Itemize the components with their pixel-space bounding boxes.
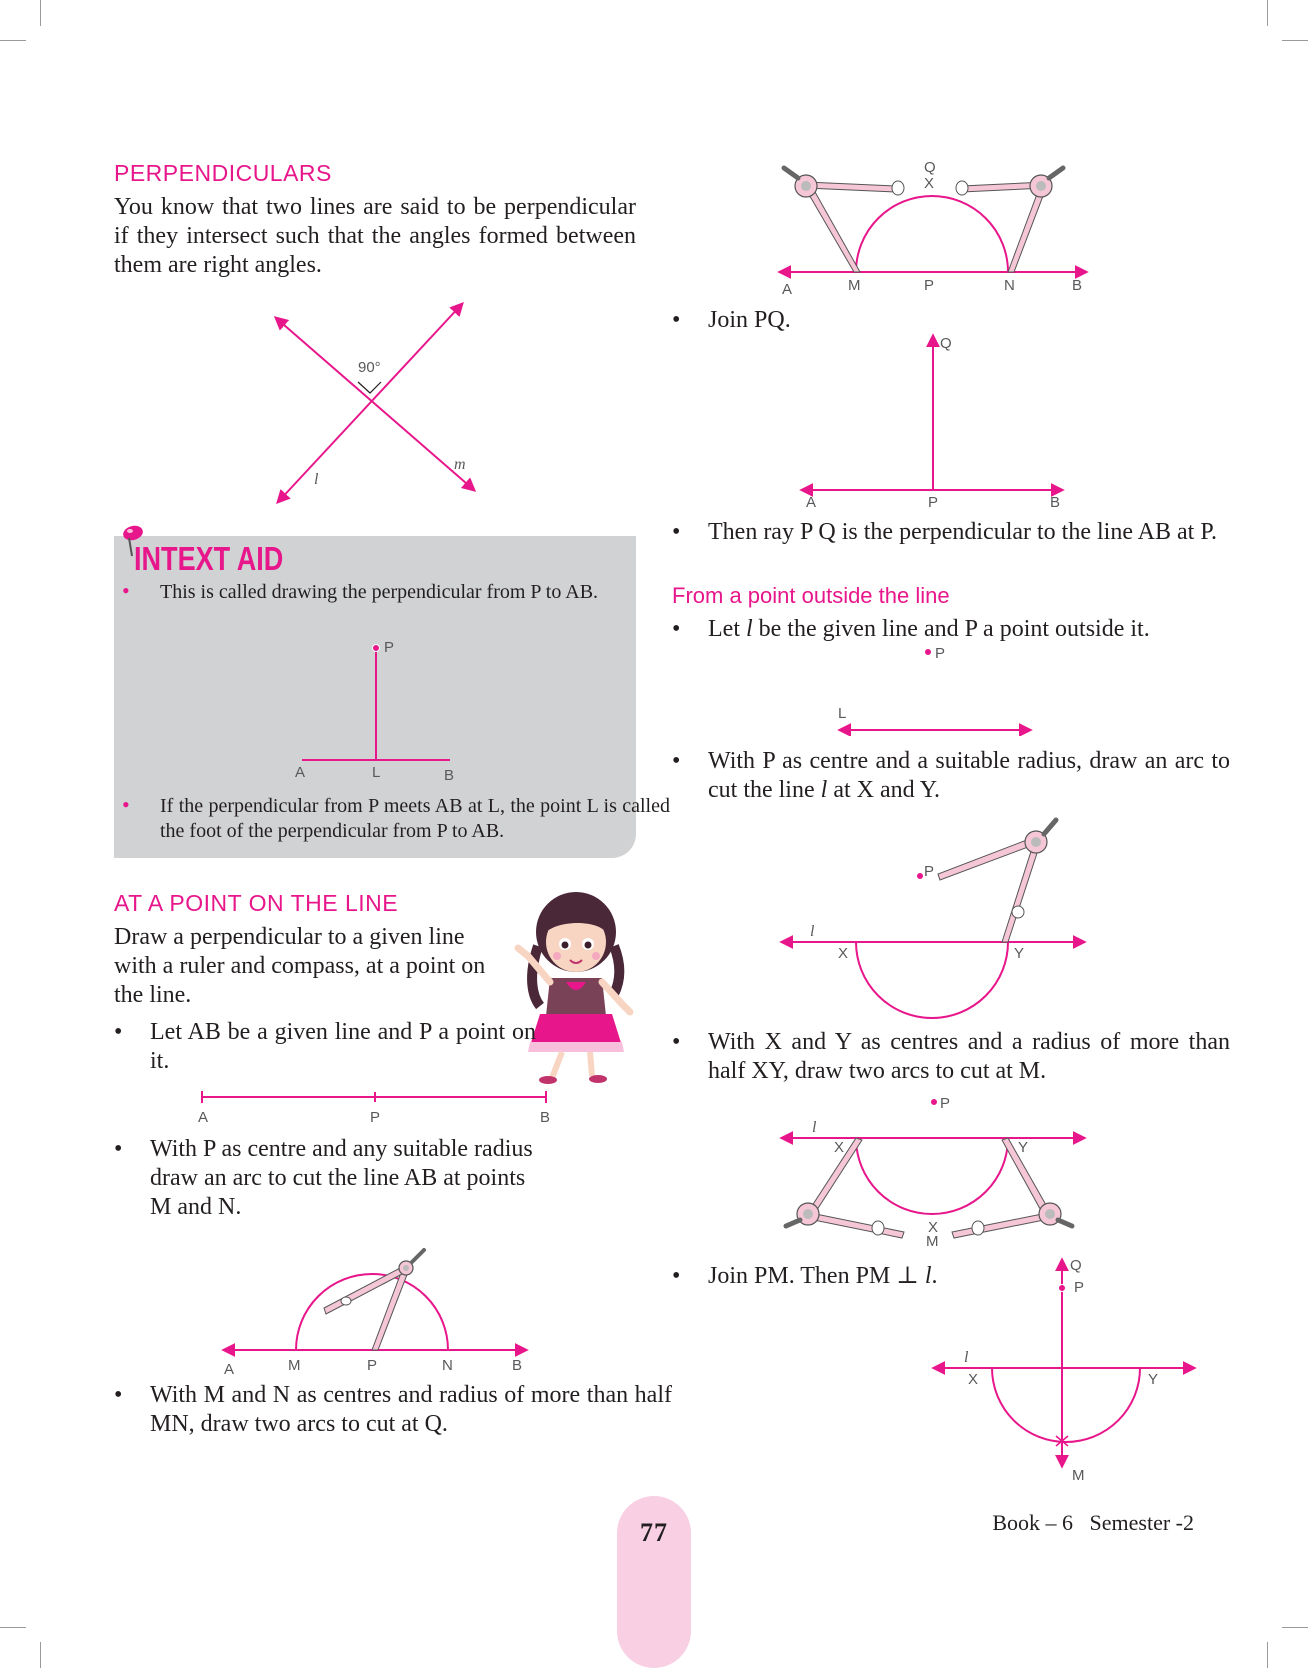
point-b-label: B — [512, 1357, 523, 1374]
point-p-label: P — [924, 863, 935, 880]
at-a-point-heading: AT A POINT ON THE LINE — [114, 890, 399, 916]
point-q-label: Q — [940, 335, 952, 352]
arcs-cut-at-m-figure — [778, 1094, 1090, 1256]
arc-cut-xy-figure — [778, 812, 1090, 1024]
point-p-label: P — [935, 645, 946, 662]
crop-mark — [40, 0, 41, 26]
point-m-label: M — [1072, 1467, 1085, 1484]
point-q-label: Q — [924, 159, 936, 176]
bullet-text: be the given line and P a point outside it. — [752, 616, 1150, 642]
point-m-label: M — [288, 1357, 301, 1374]
line-variable: l — [820, 777, 828, 803]
bullet-text: . — [931, 1263, 938, 1289]
point-p-label: P — [940, 1095, 951, 1112]
crop-mark — [1282, 40, 1308, 41]
right-bullet-1: • Join PQ. — [672, 306, 1230, 335]
point-b-label: B — [540, 1109, 551, 1126]
perpendiculars-heading: PERPENDICULARS — [114, 160, 332, 186]
perpendiculars-text: You know that two lines are said to be perpendicular if they intersect such that the angles formed between them are right angles. — [114, 194, 636, 278]
bullet-text: With P as centre and a suitable radius, draw an arc to cut the line — [708, 748, 1230, 803]
point-y-label: Y — [1014, 945, 1025, 962]
point-b-label: B — [1072, 277, 1083, 294]
crop-mark — [0, 1627, 26, 1628]
line-variable: l — [924, 1263, 932, 1289]
line-l-label: L — [838, 705, 847, 722]
intext-aid-title: INTEXT AID — [134, 540, 284, 577]
aid-item-1: • This is called drawing the perpendicular from P to AB. — [116, 580, 670, 605]
point-a-label: A — [806, 494, 817, 510]
cross-x-label: X — [928, 1219, 939, 1236]
angle-label: 90° — [358, 359, 381, 376]
bullet-text: Join PM. Then PM ⊥ — [708, 1263, 925, 1289]
point-x-label: X — [968, 1371, 979, 1388]
point-l-label: L — [372, 764, 381, 781]
right-bullet-4 — [672, 747, 1230, 805]
right-bullet-2: • Then ray P Q is the perpendicular to the line AB at P. — [672, 518, 1230, 547]
point-outside-line-figure — [836, 640, 1036, 736]
point-p-label: P — [924, 277, 935, 294]
point-y-label: Y — [1018, 1139, 1029, 1156]
outside-line-heading: From a point outside the line — [672, 583, 950, 608]
point-p-label: P — [928, 494, 939, 510]
semester-label: Semester -2 — [1089, 1510, 1194, 1535]
crop-mark — [0, 40, 26, 41]
point-n-label: N — [442, 1357, 453, 1374]
right-bullet-5: • With X and Y as centres and a radius of more than half XY, draw two arcs to cut at M. — [672, 1028, 1230, 1086]
line-ab-figure — [192, 1090, 558, 1126]
point-x-label: X — [834, 1139, 845, 1156]
point-n-label: N — [1004, 277, 1015, 294]
line-l-label: l — [964, 1349, 969, 1366]
left-bullet-2: • With P as centre and any suitable radius draw an arc to cut the line AB at points M and N. — [114, 1135, 550, 1222]
crop-mark — [1267, 0, 1268, 26]
book-label: Book – 6 — [992, 1510, 1074, 1535]
point-m-label: M — [926, 1233, 939, 1250]
point-a-label: A — [782, 281, 793, 298]
bullet-text: Let — [708, 616, 746, 642]
point-m-label: M — [848, 277, 861, 294]
point-p-label: P — [1074, 1279, 1085, 1296]
crop-mark — [1282, 1627, 1308, 1628]
page-number: 77 — [640, 1518, 668, 1547]
crop-mark — [1267, 1642, 1268, 1668]
foot-of-perpendicular-figure — [290, 636, 470, 786]
left-bullet-1: • Let AB be a given line and P a point on it. — [114, 1018, 536, 1076]
point-p-label: P — [384, 639, 395, 656]
point-b-label: B — [444, 767, 455, 784]
line-l-label: l — [314, 471, 319, 488]
aid-item-2: • If the perpendicular from P meets AB at L, the point L is called the foot of the perpendicular from P to AB. — [116, 794, 670, 844]
point-a-label: A — [224, 1361, 235, 1378]
pm-perpendicular-figure — [930, 1254, 1200, 1484]
line-m-label: m — [454, 456, 466, 473]
intersecting-lines-figure — [270, 296, 490, 508]
two-arcs-compass-figure — [776, 156, 1092, 298]
line-variable: l — [745, 616, 753, 642]
point-y-label: Y — [1148, 1371, 1159, 1388]
arc-with-compass-figure — [216, 1232, 536, 1378]
left-bullet-3: • With M and N as centres and radius of more than half MN, draw two arcs to cut at Q. — [114, 1381, 672, 1439]
cross-x-label: X — [924, 175, 935, 192]
point-x-label: X — [838, 945, 849, 962]
crop-mark — [40, 1642, 41, 1668]
point-q-label: Q — [1070, 1257, 1082, 1274]
point-p-label: P — [367, 1357, 378, 1374]
point-p-label: P — [370, 1109, 381, 1126]
ray-pq-figure — [798, 330, 1068, 510]
point-a-label: A — [295, 764, 306, 781]
point-a-label: A — [198, 1109, 209, 1126]
point-b-label: B — [1050, 494, 1061, 510]
book-footer — [992, 1510, 1194, 1536]
line-l-label: l — [810, 923, 815, 940]
at-a-point-text: Draw a perpendicular to a given line with a ruler and compass, at a point on the line. — [114, 924, 486, 1008]
bullet-text: at X and Y. — [827, 777, 940, 803]
line-l-label: l — [812, 1119, 817, 1136]
